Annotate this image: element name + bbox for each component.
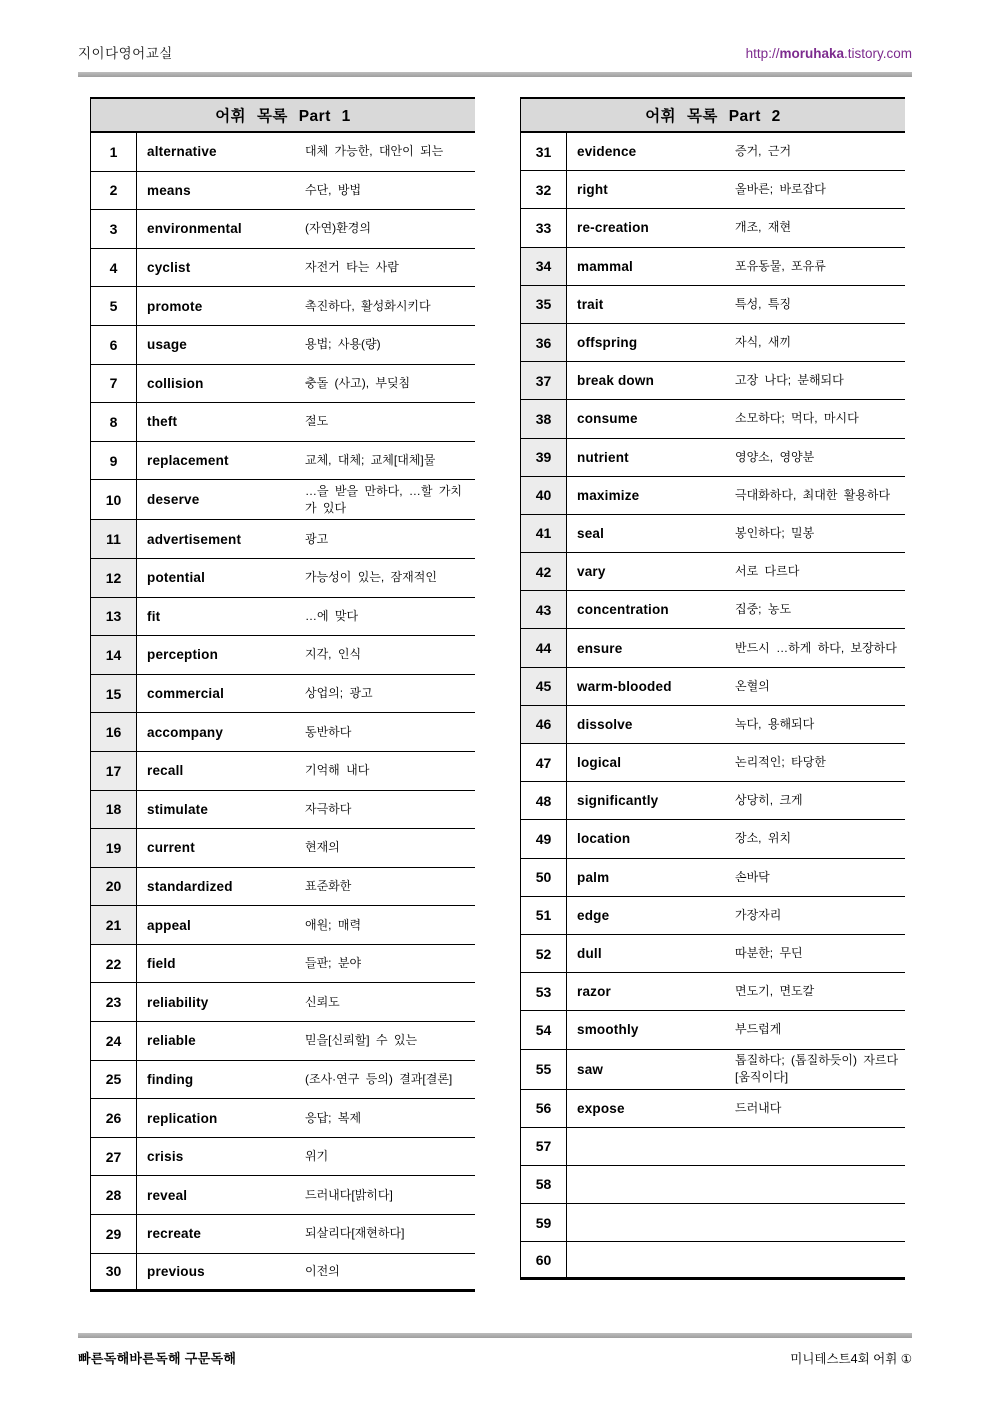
- vocab-row: [521, 591, 905, 629]
- meaning-cell: 손바닥: [735, 869, 770, 884]
- row-number: 43: [521, 591, 567, 628]
- vocab-row: [91, 1138, 475, 1177]
- table-body-part1: [91, 133, 475, 1292]
- vocab-row: [521, 973, 905, 1011]
- meaning-cell: 반드시 …하게 하다, 보장하다: [735, 640, 897, 655]
- word-cell: [567, 1166, 735, 1203]
- word-cell: palm: [577, 869, 610, 885]
- row-number: 10: [91, 480, 137, 519]
- row-number: 25: [91, 1061, 137, 1099]
- meaning-cell: 애원; 매력: [305, 917, 362, 932]
- row-number: 6: [91, 326, 137, 364]
- vocab-row: [521, 477, 905, 515]
- meaning-cell: 상당히, 크게: [735, 793, 803, 808]
- site-url: [746, 46, 912, 61]
- row-number: 3: [91, 210, 137, 248]
- row-number: 36: [521, 324, 567, 361]
- meaning-cell: 녹다, 용해되다: [735, 716, 815, 731]
- row-number: 16: [91, 713, 137, 751]
- meaning-cell: 극대화하다, 최대한 활용하다: [735, 487, 891, 502]
- row-number: 22: [91, 945, 137, 983]
- word-cell: [567, 1204, 735, 1241]
- meaning-cell: 가능성이 있는, 잠재적인: [305, 570, 437, 585]
- vocab-row: [521, 515, 905, 553]
- row-number: 27: [91, 1138, 137, 1176]
- meaning-cell: 용법; 사용(량): [305, 337, 381, 352]
- footer-divider: [78, 1333, 912, 1338]
- word-cell: seal: [577, 525, 605, 541]
- word-cell: stimulate: [147, 801, 209, 817]
- word-cell: right: [577, 182, 608, 198]
- row-number: 57: [521, 1128, 567, 1165]
- row-number: 59: [521, 1204, 567, 1241]
- meaning-cell: 드러내다[밝히다]: [305, 1187, 393, 1202]
- word-cell: evidence: [577, 144, 637, 160]
- vocab-row: [91, 365, 475, 404]
- meaning-cell: 증거, 근거: [735, 144, 792, 159]
- row-number: 1: [91, 133, 137, 171]
- word-cell: replacement: [147, 453, 229, 469]
- meaning-cell: …에 맞다: [305, 608, 359, 623]
- row-number: 17: [91, 752, 137, 790]
- word-cell: advertisement: [147, 531, 242, 547]
- footer-page-label: 미니테스트4회 어휘 ①: [790, 1352, 912, 1366]
- vocab-row: [521, 1128, 905, 1166]
- vocab-row: [91, 868, 475, 907]
- vocab-row: [91, 1176, 475, 1215]
- word-cell: maximize: [577, 487, 640, 503]
- row-number: 47: [521, 744, 567, 781]
- word-cell: theft: [147, 414, 178, 430]
- meaning-cell: 절도: [305, 414, 329, 429]
- word-cell: accompany: [147, 724, 224, 740]
- page-header: [78, 42, 912, 62]
- meaning-cell: 온혈의: [735, 678, 770, 693]
- row-number: 12: [91, 559, 137, 597]
- meaning-cell: 장소, 위치: [735, 831, 792, 846]
- meaning-cell: [735, 1242, 905, 1277]
- vocab-row: [91, 983, 475, 1022]
- vocab-table-part2: [520, 97, 905, 1280]
- meaning-cell: 톱질하다; (톱질하듯이) 자르다[움직이다]: [735, 1053, 899, 1084]
- row-number: 51: [521, 897, 567, 934]
- row-number: 37: [521, 362, 567, 399]
- row-number: 2: [91, 172, 137, 210]
- row-number: 7: [91, 365, 137, 403]
- meaning-cell: 지각, 인식: [305, 647, 362, 662]
- word-cell: alternative: [147, 144, 217, 160]
- vocab-row: [91, 1022, 475, 1061]
- meaning-cell: (자연)환경의: [305, 221, 371, 236]
- vocab-row: [91, 249, 475, 288]
- word-cell: location: [577, 831, 631, 847]
- word-cell: significantly: [577, 793, 659, 809]
- word-cell: field: [147, 956, 176, 972]
- word-cell: cyclist: [147, 260, 191, 276]
- meaning-cell: 이전의: [305, 1263, 340, 1278]
- meaning-cell: 현재의: [305, 840, 340, 855]
- meaning-cell: 따분한; 무딘: [735, 946, 803, 961]
- row-number: 35: [521, 286, 567, 323]
- meaning-cell: 올바른; 바로잡다: [735, 182, 826, 197]
- vocab-row: [91, 559, 475, 598]
- row-number: 39: [521, 439, 567, 476]
- row-number: 42: [521, 553, 567, 590]
- row-number: 11: [91, 520, 137, 558]
- word-cell: logical: [577, 755, 622, 771]
- meaning-cell: 대체 가능한, 대안이 되는: [305, 144, 444, 159]
- vocab-row: [91, 520, 475, 559]
- meaning-cell: 특성, 특징: [735, 296, 792, 311]
- vocab-row: [521, 362, 905, 400]
- row-number: 19: [91, 829, 137, 867]
- vocab-row: [91, 791, 475, 830]
- meaning-cell: 드러내다: [735, 1100, 782, 1115]
- meaning-cell: 충돌 (사고), 부딪침: [305, 375, 411, 390]
- vocab-row: [91, 403, 475, 442]
- vocab-row: [91, 287, 475, 326]
- word-cell: warm-blooded: [577, 678, 672, 694]
- row-number: 29: [91, 1215, 137, 1253]
- word-cell: mammal: [577, 258, 633, 274]
- word-cell: dissolve: [577, 716, 633, 732]
- row-number: 38: [521, 400, 567, 437]
- vocab-row: [91, 442, 475, 481]
- word-cell: reliable: [147, 1033, 196, 1049]
- word-cell: perception: [147, 647, 219, 663]
- row-number: 41: [521, 515, 567, 552]
- word-cell: break down: [577, 373, 655, 389]
- row-number: 48: [521, 782, 567, 819]
- meaning-cell: 믿을[신뢰할] 수 있는: [305, 1033, 418, 1048]
- row-number: 18: [91, 791, 137, 829]
- meaning-cell: 집중; 농도: [735, 602, 792, 617]
- meaning-cell: …을 받을 만하다, …할 가치가 있다: [305, 483, 462, 515]
- meaning-cell: 가장자리: [735, 907, 782, 922]
- row-number: 58: [521, 1166, 567, 1203]
- vocab-row: [521, 744, 905, 782]
- vocab-row: [521, 1166, 905, 1204]
- word-cell: usage: [147, 337, 188, 353]
- meaning-cell: [735, 1128, 905, 1165]
- row-number: 9: [91, 442, 137, 480]
- row-number: 56: [521, 1090, 567, 1127]
- vocab-row: [91, 480, 475, 520]
- vocab-row: [91, 636, 475, 675]
- vocab-row: [91, 1254, 475, 1293]
- vocab-row: [91, 210, 475, 249]
- vocab-row: [521, 133, 905, 171]
- word-cell: [567, 1242, 735, 1277]
- row-number: 30: [91, 1254, 137, 1290]
- vocab-row: [91, 1215, 475, 1254]
- vocab-row: [521, 897, 905, 935]
- vocab-row: [91, 829, 475, 868]
- vocab-table-part1: [90, 97, 475, 1292]
- meaning-cell: 되살리다[재현하다]: [305, 1226, 405, 1241]
- meaning-cell: 자극하다: [305, 801, 352, 816]
- vocab-row: [521, 209, 905, 247]
- vocab-row: [91, 752, 475, 791]
- meaning-cell: 교체, 대체; 교체[대체]물: [305, 453, 436, 468]
- word-cell: crisis: [147, 1149, 184, 1165]
- meaning-cell: 영양소, 영양분: [735, 449, 815, 464]
- row-number: 54: [521, 1011, 567, 1048]
- vocab-row: [521, 248, 905, 286]
- vocab-row: [521, 859, 905, 897]
- vocab-row: [521, 1204, 905, 1242]
- row-number: 8: [91, 403, 137, 441]
- vocab-row: [521, 782, 905, 820]
- site-name: 지이다영어교실: [78, 46, 173, 61]
- meaning-cell: 광고: [305, 531, 329, 546]
- word-cell: potential: [147, 570, 206, 586]
- row-number: 32: [521, 171, 567, 208]
- word-cell: replication: [147, 1110, 218, 1126]
- vocab-row: [521, 668, 905, 706]
- row-number: 13: [91, 598, 137, 636]
- word-cell: means: [147, 182, 191, 198]
- word-cell: recall: [147, 763, 184, 779]
- word-cell: concentration: [577, 602, 669, 618]
- vocab-row: [91, 906, 475, 945]
- meaning-cell: 동반하다: [305, 724, 352, 739]
- word-cell: finding: [147, 1071, 194, 1087]
- vocab-row: [521, 171, 905, 209]
- meaning-cell: [735, 1204, 905, 1241]
- meaning-cell: 고장 나다; 분해되다: [735, 373, 844, 388]
- word-cell: recreate: [147, 1226, 202, 1242]
- row-number: 28: [91, 1176, 137, 1214]
- meaning-cell: 부드럽게: [735, 1022, 782, 1037]
- row-number: 46: [521, 706, 567, 743]
- word-cell: previous: [147, 1263, 205, 1279]
- word-cell: nutrient: [577, 449, 629, 465]
- vocab-row: [521, 1242, 905, 1280]
- meaning-cell: 개조, 재현: [735, 220, 792, 235]
- row-number: 24: [91, 1022, 137, 1060]
- vocab-tables: [90, 97, 905, 1292]
- row-number: 53: [521, 973, 567, 1010]
- vocab-row: [521, 324, 905, 362]
- row-number: 45: [521, 668, 567, 705]
- url-prefix: http://: [745, 46, 780, 61]
- word-cell: current: [147, 840, 195, 856]
- row-number: 21: [91, 906, 137, 944]
- word-cell: ensure: [577, 640, 623, 656]
- vocab-row: [521, 286, 905, 324]
- vocab-row: [521, 439, 905, 477]
- row-number: 26: [91, 1099, 137, 1137]
- word-cell: reveal: [147, 1187, 188, 1203]
- meaning-cell: 신뢰도: [305, 994, 340, 1009]
- meaning-cell: 면도기, 면도칼: [735, 984, 815, 999]
- vocab-row: [521, 400, 905, 438]
- meaning-cell: (조사·연구 등의) 결과[결론]: [305, 1071, 453, 1086]
- row-number: 44: [521, 629, 567, 666]
- vocab-row: [521, 1050, 905, 1090]
- row-number: 14: [91, 636, 137, 674]
- vocab-row: [521, 706, 905, 744]
- meaning-cell: 촉진하다, 활성화시키다: [305, 298, 431, 313]
- meaning-cell: 소모하다; 먹다, 마시다: [735, 411, 859, 426]
- vocab-row: [91, 713, 475, 752]
- meaning-cell: 논리적인; 타당한: [735, 755, 826, 770]
- word-cell: expose: [577, 1100, 625, 1116]
- word-cell: fit: [147, 608, 161, 624]
- word-cell: environmental: [147, 221, 242, 237]
- vocab-row: [521, 820, 905, 858]
- vocab-row: [91, 598, 475, 637]
- meaning-cell: 들판; 분야: [305, 956, 362, 971]
- word-cell: collision: [147, 375, 204, 391]
- vocab-row: [91, 172, 475, 211]
- table-body-part2: [521, 133, 905, 1280]
- vocab-row: [521, 1090, 905, 1128]
- meaning-cell: 자식, 새끼: [735, 335, 792, 350]
- word-cell: standardized: [147, 878, 233, 894]
- vocab-row: [91, 675, 475, 714]
- meaning-cell: 위기: [305, 1149, 329, 1164]
- word-cell: commercial: [147, 686, 225, 702]
- footer-book-title: 빠른독해바른독해 구문독해: [78, 1351, 237, 1366]
- meaning-cell: [735, 1166, 905, 1203]
- word-cell: promote: [147, 298, 203, 314]
- row-number: 15: [91, 675, 137, 713]
- vocab-row: [91, 1099, 475, 1138]
- header-divider: [78, 72, 912, 77]
- row-number: 33: [521, 209, 567, 246]
- row-number: 55: [521, 1050, 567, 1089]
- meaning-cell: 봉인하다; 밀봉: [735, 525, 815, 540]
- row-number: 23: [91, 983, 137, 1021]
- row-number: 5: [91, 287, 137, 325]
- row-number: 60: [521, 1242, 567, 1277]
- row-number: 20: [91, 868, 137, 906]
- vocab-row: [91, 1061, 475, 1100]
- word-cell: smoothly: [577, 1022, 639, 1038]
- meaning-cell: 상업의; 광고: [305, 686, 373, 701]
- row-number: 52: [521, 935, 567, 972]
- vocab-row: [521, 935, 905, 973]
- table-title-part1: 어휘 목록 Part 1: [91, 97, 475, 133]
- vocab-row: [521, 629, 905, 667]
- row-number: 34: [521, 248, 567, 285]
- url-suffix: .tistory.com: [843, 46, 912, 61]
- vocab-row: [91, 133, 475, 172]
- row-number: 31: [521, 133, 567, 170]
- vocab-row: [91, 326, 475, 365]
- meaning-cell: 서로 다르다: [735, 564, 800, 579]
- meaning-cell: 표준화한: [305, 878, 352, 893]
- word-cell: [567, 1128, 735, 1165]
- word-cell: edge: [577, 907, 610, 923]
- table-title-part2: 어휘 목록 Part 2: [521, 97, 905, 133]
- row-number: 4: [91, 249, 137, 287]
- meaning-cell: 자전거 타는 사람: [305, 260, 399, 275]
- word-cell: consume: [577, 411, 638, 427]
- row-number: 40: [521, 477, 567, 514]
- word-cell: trait: [577, 296, 604, 312]
- vocab-row: [91, 945, 475, 984]
- word-cell: deserve: [147, 492, 200, 508]
- word-cell: vary: [577, 564, 606, 580]
- row-number: 49: [521, 820, 567, 857]
- url-domain: moruhaka: [779, 46, 844, 61]
- word-cell: razor: [577, 984, 612, 1000]
- word-cell: appeal: [147, 917, 191, 933]
- vocab-row: [521, 1011, 905, 1049]
- meaning-cell: 수단, 방법: [305, 182, 362, 197]
- meaning-cell: 포유동물, 포유류: [735, 258, 826, 273]
- meaning-cell: 응답; 복제: [305, 1110, 362, 1125]
- word-cell: reliability: [147, 994, 209, 1010]
- meaning-cell: 기억해 내다: [305, 763, 370, 778]
- page-footer: [78, 1348, 912, 1367]
- word-cell: re-creation: [577, 220, 649, 236]
- word-cell: offspring: [577, 335, 638, 351]
- word-cell: saw: [577, 1061, 604, 1077]
- vocab-row: [521, 553, 905, 591]
- row-number: 50: [521, 859, 567, 896]
- word-cell: dull: [577, 946, 602, 962]
